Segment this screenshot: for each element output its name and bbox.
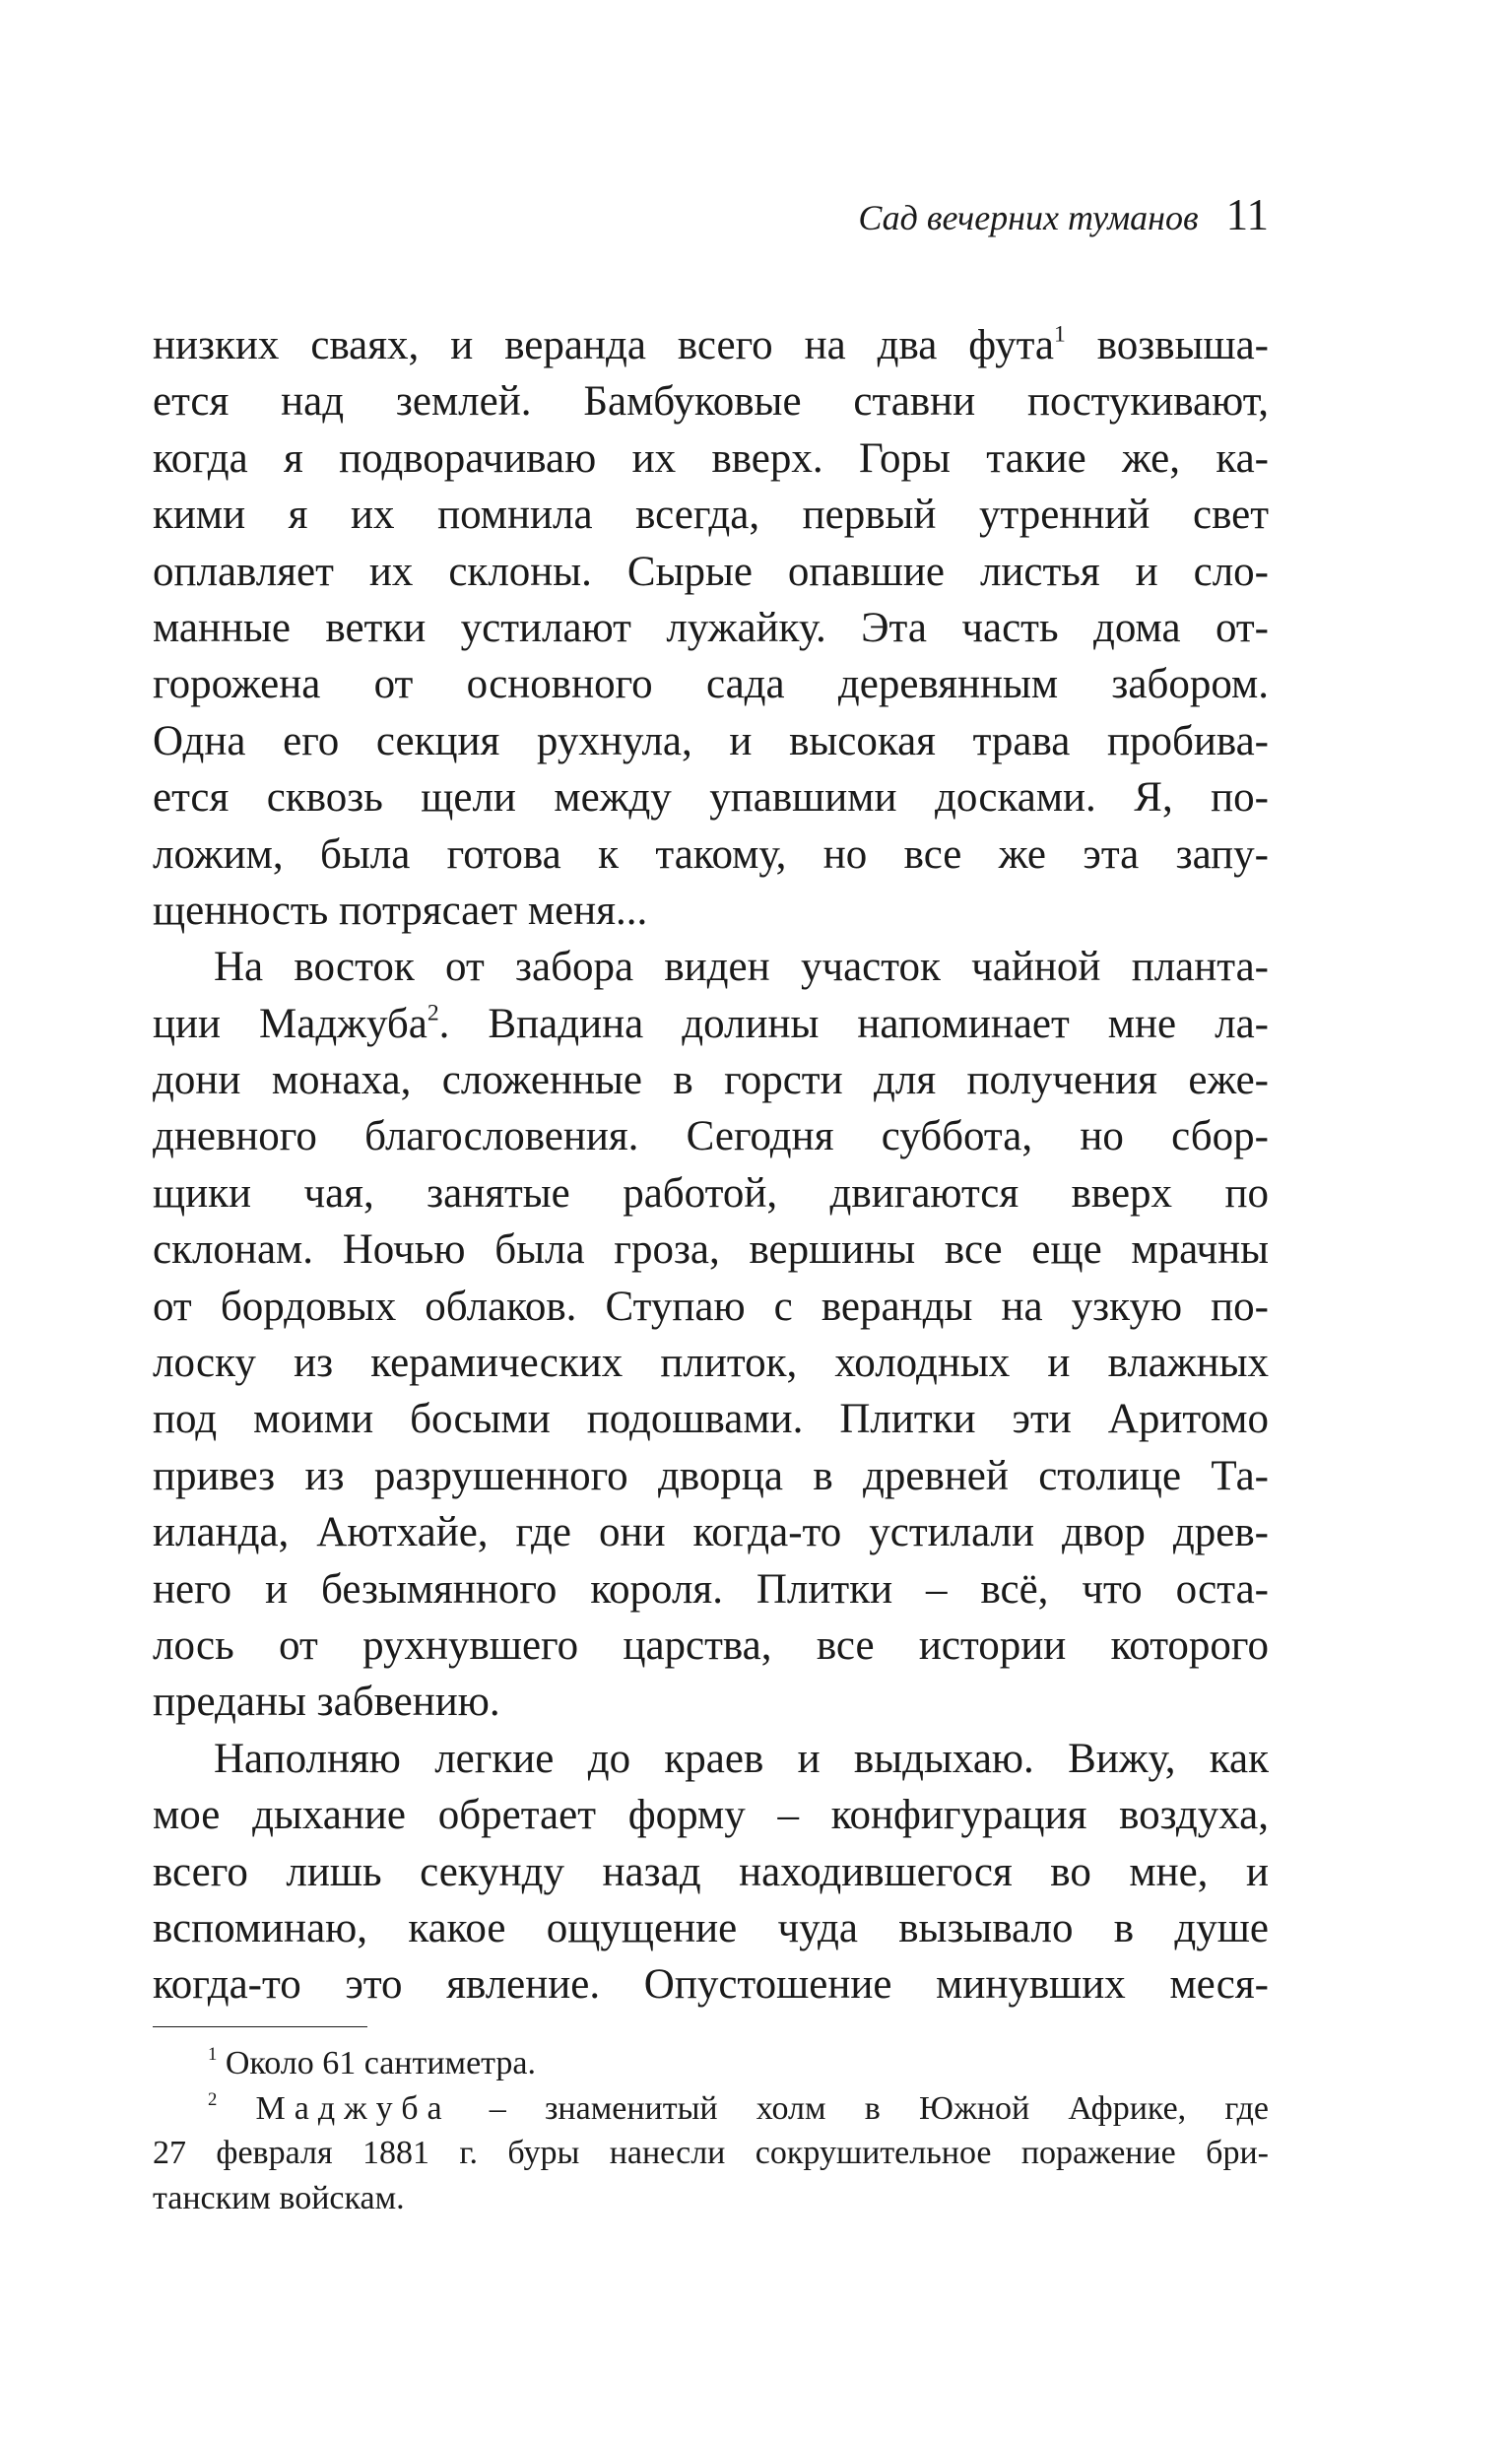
text-line: Наполняю легкие до краев и выдыхаю. Вижу, как [214, 1735, 1269, 1782]
footnotes [153, 2041, 1269, 2220]
text-line: ложим, была готова к такому, но все же эта запу- [153, 830, 1269, 878]
text-line: от бордовых облаков. Ступаю с веранды на узкую по- [153, 1283, 1269, 1330]
text-line: мое дыхание обретает форму – конфигурация воздуха, [153, 1792, 1269, 1839]
footnote-term: Маджуба [255, 2089, 451, 2127]
text-line: горожена от основного сада деревянным забором. [153, 661, 1269, 708]
footnote-2-line: танским войскам. [153, 2179, 405, 2216]
text-line: преданы забвению. [153, 1679, 500, 1726]
footnote-marker: 1 [208, 2043, 218, 2065]
page-number: 11 [1225, 190, 1269, 239]
footnote-ref: 2 [427, 999, 439, 1025]
body-text [153, 317, 1269, 2014]
text-line: ется сквозь щели между упавшими досками. Я, по- [153, 774, 1269, 822]
text-line: под моими босыми подошвами. Плитки эти Аритомо [153, 1396, 1269, 1443]
footnote-ref: 1 [1054, 321, 1066, 348]
text-line: щики чая, занятые работой, двигаются вверх по [153, 1169, 1269, 1217]
text-line: На восток от забора виден участок чайной планта- [214, 944, 1269, 991]
text-line: низких сваях, и веранда всего на два фута$^1$ возвыша- [153, 321, 1269, 368]
text-line: кими я их помнила всегда, первый утренний свет [153, 492, 1269, 539]
text-line: вспоминаю, какое ощущение чуда вызывало в душе [153, 1904, 1269, 1951]
text-line: склонам. Ночью была гроза, вершины все еще мрачны [153, 1226, 1269, 1274]
text-line: лоску из керамических плиток, холодных и влажных [153, 1340, 1269, 1387]
text-line: дони монаха, сложенные в горсти для получения еже- [153, 1057, 1269, 1104]
footnote-2-line: 27 февраля 1881 г. буры нанесли сокрушительное поражение бри- [153, 2135, 1269, 2171]
footnote-1: $^1$ Около 61 сантиметра. [208, 2043, 537, 2081]
text-line: ется над землей. Бамбуковые ставни постукивают, [153, 378, 1269, 426]
text-line: манные ветки устилают лужайку. Эта часть дома от- [153, 604, 1269, 651]
text-line: всего лишь секунду назад находившегося во мне, и [153, 1848, 1269, 1895]
running-head [153, 189, 1269, 248]
footnote-divider [153, 2026, 367, 2027]
text-line: ции Маджуба$^2$. Впадина долины напоминает мне ла- [153, 999, 1269, 1047]
text-line: иланда, Аютхайе, где они когда-то устилали двор древ- [153, 1509, 1269, 1556]
footnote-2: $^2$ Маджуба – знаменитый холм в Южной Африке, где [208, 2088, 1269, 2127]
text-line: дневного благословения. Сегодня суббота, но сбор- [153, 1113, 1269, 1160]
text-line: когда-то это явление. Опустошение минувших меся- [153, 1961, 1269, 2009]
text-line: оплавляет их склоны. Сырые опавшие листья и сло- [153, 548, 1269, 595]
text-line: него и безымянного короля. Плитки – всё, что оста- [153, 1565, 1269, 1613]
running-head-title: Сад вечерних туманов [858, 198, 1199, 237]
text-line: когда я подворачиваю их вверх. Горы такие же, ка- [153, 434, 1269, 482]
text-line: привез из разрушенного дворца в древней столице Та- [153, 1452, 1269, 1499]
footnote-marker: 2 [208, 2088, 218, 2110]
text-line: лось от рухнувшего царства, все истории которого [153, 1621, 1269, 1669]
text-line: Одна его секция рухнула, и высокая трава пробива- [153, 717, 1269, 764]
text-line: щенность потрясает меня... [153, 887, 648, 934]
